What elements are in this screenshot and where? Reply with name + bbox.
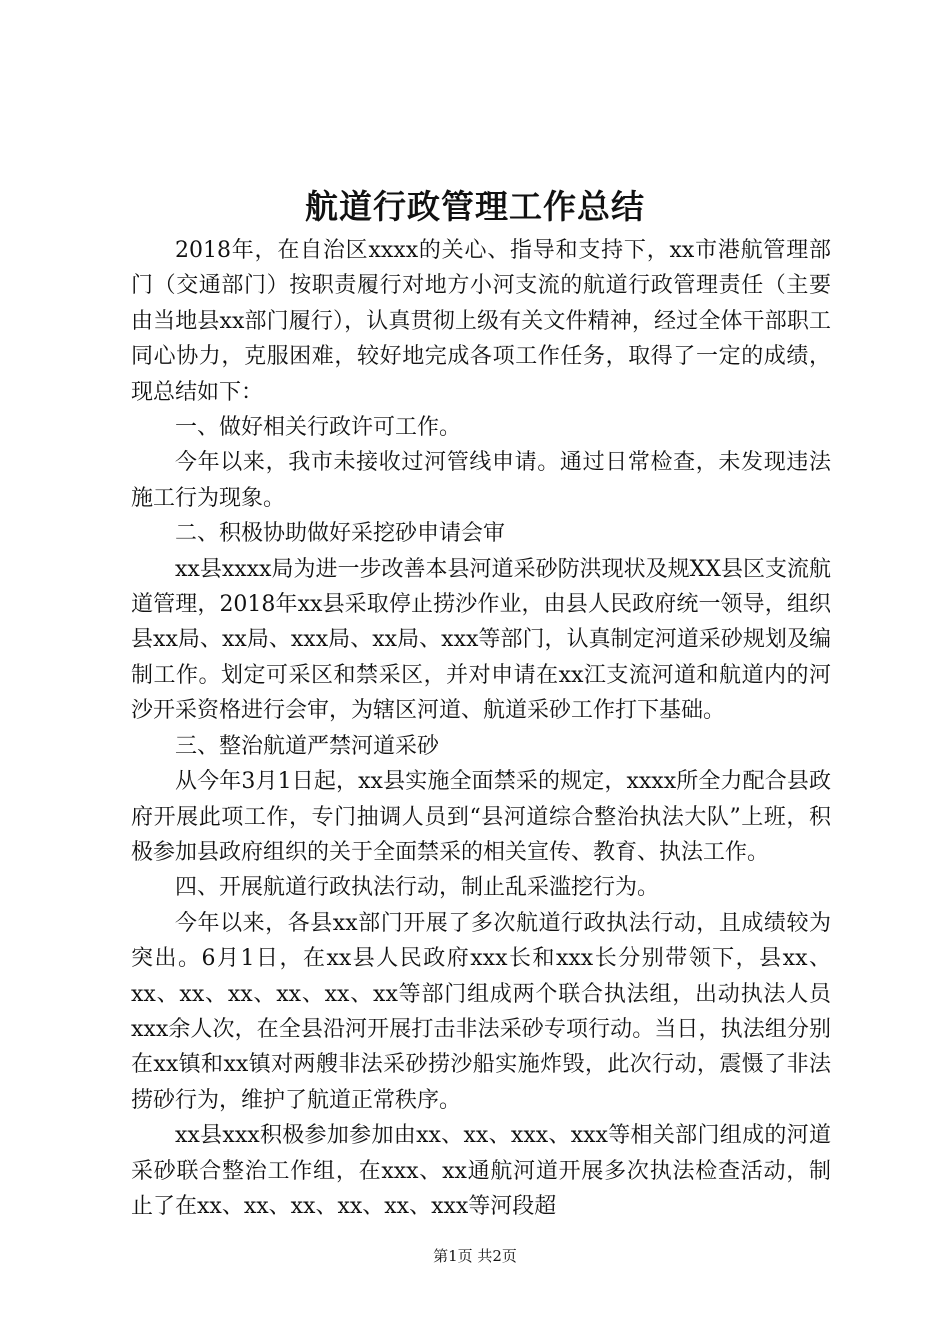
document-body: [131, 233, 831, 1224]
paragraph-section-4: 今年以来，各县xx部门开展了多次航道行政执法行动，且成绩较为突出。6月1日，在xx县人民政府xxx长和xxx长分别带领下，县xx、xx、xx、xx、xx、xx、xx等部门组成两个联合执法组，出动执法人员xxx余人次，在全县沿河开展打击非法采砂专项行动。当日，执法组分别在xx镇和xx镇对两艘非法采砂捞沙船实施炸毁，此次行动，震慑了非法捞砂行为，维护了航道正常秩序。: [131, 910, 831, 1113]
section-heading-1: 一、做好相关行政许可工作。: [175, 415, 462, 441]
paragraph-section-2: xx县xxxx局为进一步改善本县河道采砂防洪现状及规XX县区支流航道管理，2018年xx县采取停止捞沙作业，由县人民政府统一领导，组织县xx局、xx局、xxx局、xx局、xxx等部门，认真制定河道采砂规划及编制工作。划定可采区和禁采区，并对申请在xx江支流河道和航道内的河沙开采资格进行会审，为辖区河道、航道采砂工作打下基础。: [131, 556, 831, 724]
document-title: 航道行政管理工作总结: [305, 187, 645, 226]
page-footer: 第1页 共2页: [433, 1247, 517, 1265]
paragraph-section-4b: xx县xxx积极参加参加由xx、xx、xxx、xxx等相关部门组成的河道采砂联合整治工作组，在xxx、xx通航河道开展多次执法检查活动，制止了在xx、xx、xx、xx、xx、xxx等河段超: [131, 1123, 831, 1219]
section-heading-4: 四、开展航道行政执法行动，制止乱采滥挖行为。: [175, 875, 660, 901]
paragraph-section-1: 今年以来，我市未接收过河管线申请。通过日常检查，未发现违法施工行为现象。: [131, 450, 831, 511]
paragraph-intro: 2018年，在自治区xxxx的关心、指导和支持下，xx市港航管理部门（交通部门）按职责履行对地方小河支流的航道行政管理责任（主要由当地县xx部门履行），认真贯彻上级有关文件精神，经过全体干部职工同心协力，克服困难，较好地完成各项工作任务，取得了一定的成绩，现总结如下：: [131, 238, 831, 405]
paragraph-section-3: 从今年3月1日起，xx县实施全面禁采的规定，xxxx所全力配合县政府开展此项工作，专门抽调人员到“县河道综合整治执法大队”上班，积极参加县政府组织的关于全面禁采的相关宣传、教育、执法工作。: [131, 769, 831, 865]
section-heading-3: 三、整治航道严禁河道采砂: [175, 733, 440, 759]
section-heading-2: 二、积极协助做好采挖砂申请会审: [175, 521, 506, 547]
